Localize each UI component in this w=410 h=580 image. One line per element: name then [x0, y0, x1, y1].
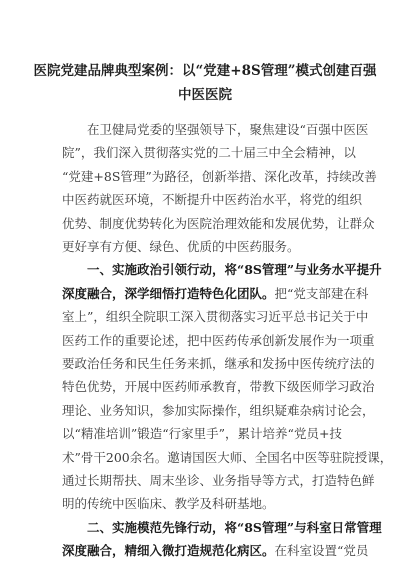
body-line: 术”骨干200余名。邀请国医大师、全国名中医等驻院授课，	[62, 450, 393, 465]
body-line: 中医药就医环境，不断提升中医药治水平，将党的组织	[62, 192, 363, 207]
section-heading-1: 一、实施政治引领行动，将“8S管理”与业务水平提升	[87, 262, 382, 277]
body-line: 通过长期帮扶、周末坐诊、业务指导等方式，打造特色鲜	[62, 473, 375, 488]
section-heading-2: 二、实施模范先锋行动，将“8S管理”与科室日常管理	[87, 520, 382, 535]
body-line: 院”，我们深入贯彻落实党的二十届三中全会精神，以	[62, 145, 356, 160]
body-line: 更好享有方便、绿色、优质的中医药服务。	[62, 239, 300, 254]
body-line: 深度融合，精细入微打造规范化病区。在科室设置“党员	[62, 543, 369, 558]
body-line: 以“精准培训”锻造“行家里手”，累计培养“党员+技	[62, 426, 342, 441]
body-line: 室上”，组织全院职工深入贯彻落实习近平总书记关于中	[62, 309, 369, 324]
document-title-line-1: 医院党建品牌典型案例：以“党建+8S管理”模式创建百强	[33, 63, 377, 79]
body-line: “党建+8S管理”为路径，创新举措、深化改革，持续改善	[62, 169, 377, 184]
body-line: 理论、业务知识，参加实际操作，组织疑难杂病讨论会，	[62, 403, 375, 418]
body-line: 明的传统中医临床、教学及科研基地。	[62, 496, 275, 511]
body-line: 优势、制度优势转化为医院治理效能和发展优势，让群众	[62, 216, 375, 231]
body-line: 特色优势，开展中医药师承教育，带教下级医师学习政治	[62, 379, 375, 394]
body-line: 深度融合，深学细悟打造特色化团队。把“党支部建在科	[62, 286, 369, 301]
body-line: 要政治任务和民生任务来抓，继承和发扬中医传统疗法的	[62, 356, 375, 371]
document-title-line-2: 中医医院	[178, 87, 232, 103]
body-line: 在卫健局党委的坚强领导下，聚焦建设“百强中医医	[87, 122, 369, 137]
body-line: 医药工作的重要论述，把中医药传承创新发展作为一项重	[62, 333, 375, 348]
